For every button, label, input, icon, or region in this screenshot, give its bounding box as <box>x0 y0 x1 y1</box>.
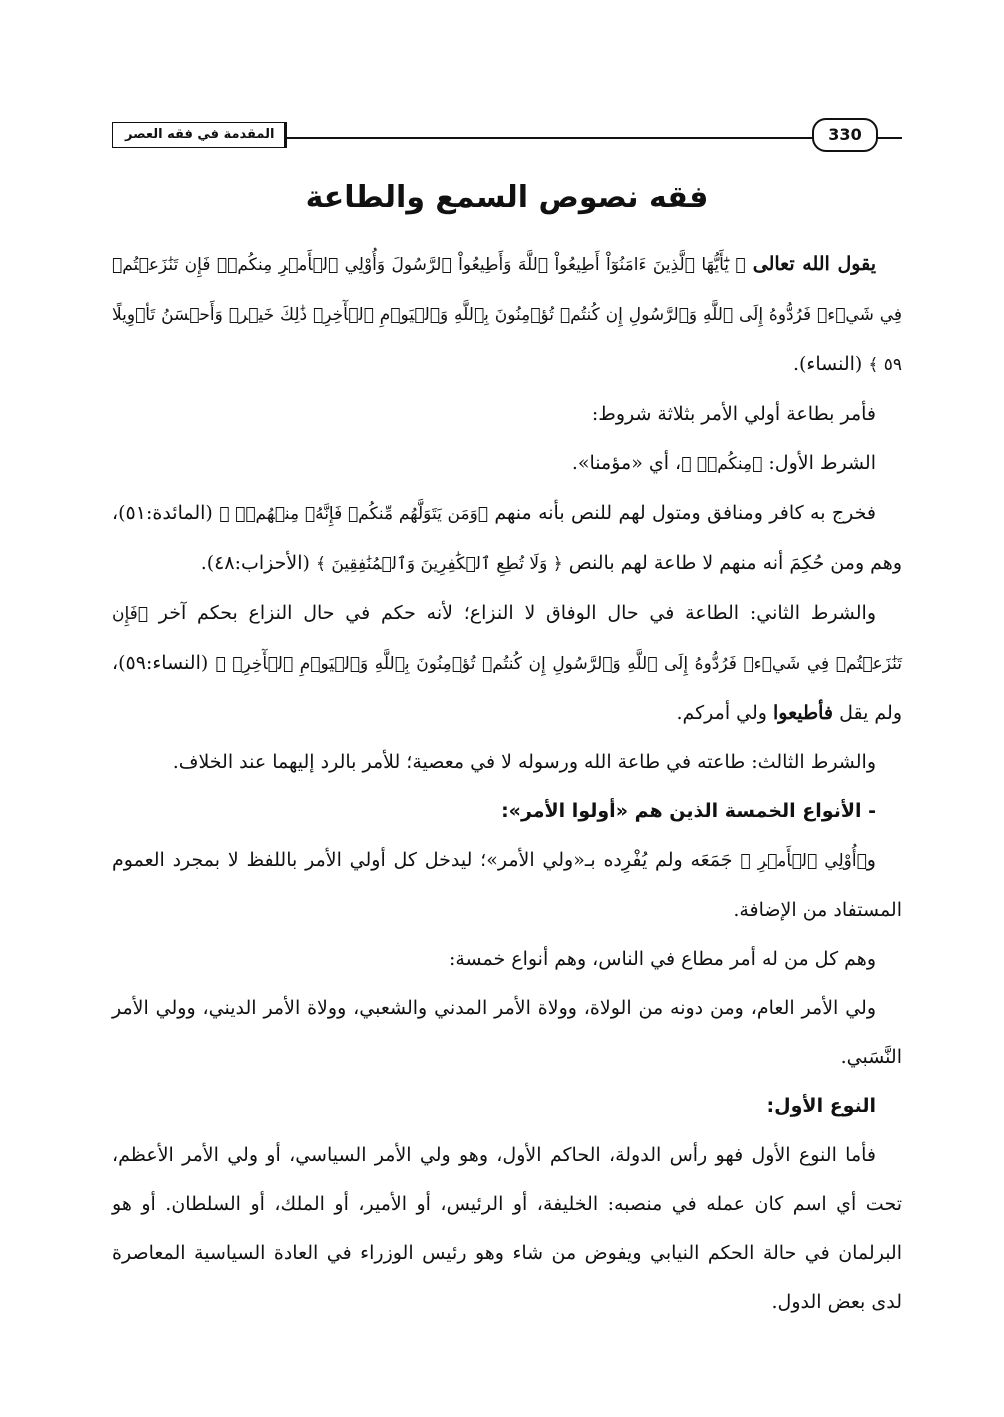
exclusion-text: فخرج به كافر ومنافق ومتول لهم للنص بأنه منهم <box>494 502 876 524</box>
condition-two-text: والشرط الثاني: الطاعة في حال الوفاق لا النزاع؛ لأنه حكم في حال النزاع بحكم آخر <box>158 602 876 624</box>
page-header <box>112 118 902 152</box>
quran-verse: ﴿ يَٰٓأَيُّهَا ٱلَّذِينَ ءَامَنُوٓاْ أَطِيعُواْ ٱللَّهَ وَأَطِيعُواْ ٱلرَّسُولَ وَأُوْلِي ٱلۡأَمۡرِ مِنكُمۡۖ فَإِن تَنَٰزَعۡتُمۡ فِي شَيۡءٖ فَرُدُّوهُ إِلَى ٱللَّهِ وَٱلرَّسُولِ إِن كُنتُمۡ تُؤۡمِنُونَ بِٱللَّهِ وَٱلۡيَوۡمِ ٱلۡأٓخِرِۚ ذَٰلِكَ خَيۡرٞ وَأَحۡسَنُ تَأۡوِيلًا ٥٩ ﴾ <box>112 255 902 375</box>
paragraph-exclusion <box>112 489 902 589</box>
verse-reference: (المائدة:٥١)، <box>112 502 213 524</box>
quran-verse: ﴿مِنكُمۡۖ ﴾ <box>681 454 763 474</box>
condition-two-text: ولي أمركم. <box>676 702 767 724</box>
plural-note-lead: و <box>866 849 876 871</box>
exclusion-text: وهم ومن حُكِمَ أنه منهم لا طاعة لهم بالنص <box>568 552 902 574</box>
page-title: فقه نصوص السمع والطاعة <box>305 180 709 215</box>
emphasis: فأطيعوا <box>773 702 834 724</box>
quran-verse: ﴿وَمَن يَتَوَلَّهُم مِّنكُمۡ فَإِنَّهُۥ مِنۡهُمۡۗ ﴾ <box>219 504 489 524</box>
verse-lead: يقول الله تعالى <box>752 253 876 275</box>
quran-verse: ﴿ وَلَا تُطِعِ ٱلۡكَٰفِرِينَ وَٱلۡمُنَٰفِقِينَ ﴾ <box>315 554 563 574</box>
paragraph-types-list: ولي الأمر العام، ومن دونه من الولاة، وولاة الأمر المدني والشعبي، وولاة الأمر الديني، وولي الأمر النَّسَبي. <box>112 997 902 1068</box>
section-heading: - الأنواع الخمسة الذين هم «أولوا الأمر»: <box>501 800 876 822</box>
condition-one-tail: ، أي «مؤمنا». <box>571 452 682 474</box>
paragraph-condition-one <box>112 439 902 489</box>
verse-reference: (النساء). <box>792 353 863 375</box>
running-head: المقدمة في فقه العصر <box>112 122 287 148</box>
paragraph-condition-two <box>112 589 902 738</box>
paragraph-first-type: فأما النوع الأول فهو رأس الدولة، الحاكم الأول، وهو ولي الأمر السياسي، أو ولي الأمر الأعظم، تحت أي اسم كان عمله في منصبه: الخليفة، أو الرئيس، أو الأمير، أو الملك، أو السلطان. أو هو البرلمان في حالة الحكم النيابي ويفوض من شاء وهو رئيس الوزراء في العادة السياسية المعاصرة لدى بعض الدول. <box>112 1144 902 1313</box>
page-number: 330 <box>812 118 878 152</box>
condition-two-text: ولم يقل <box>839 702 902 724</box>
paragraph-condition-three: والشرط الثالث: طاعته في طاعة الله ورسوله لا في معصية؛ للأمر بالرد إليهما عند الخلاف. <box>172 751 876 773</box>
paragraph-verse-intro <box>112 240 902 390</box>
paragraph-conditions: فأمر بطاعة أولي الأمر بثلاثة شروط: <box>591 403 876 425</box>
verse-reference: (الأحزاب:٤٨). <box>200 552 310 574</box>
quran-verse: ﴿فَإِن تَنَٰزَعۡتُمۡ فِي شَيۡءٖ فَرُدُّوهُ إِلَى ٱللَّهِ وَٱلرَّسُولِ إِن كُنتُمۡ تُؤۡمِنُونَ بِٱللَّهِ وَٱلۡيَوۡمِ ٱلۡأٓخِرِۚ ﴾ <box>112 604 902 674</box>
condition-one-lead: الشرط الأول: <box>768 452 876 474</box>
paragraph-plural-note <box>112 836 902 935</box>
page-body <box>112 240 902 1327</box>
paragraph-types: وهم كل من له أمر مطاع في الناس، وهم أنواع خمسة: <box>448 948 876 970</box>
section-heading: النوع الأول: <box>766 1095 876 1117</box>
quran-verse: ﴿أُوْلِي ٱلۡأَمۡرِ ﴾ <box>740 851 867 871</box>
verse-reference: (النساء:٥٩)، <box>112 652 209 674</box>
plural-note-text: جَمَعَه ولم يُفْرِده بـ«ولي الأمر»؛ ليدخل كل أولي الأمر باللفظ لا بمجرد العموم المستفاد من الإضافة. <box>112 849 902 921</box>
